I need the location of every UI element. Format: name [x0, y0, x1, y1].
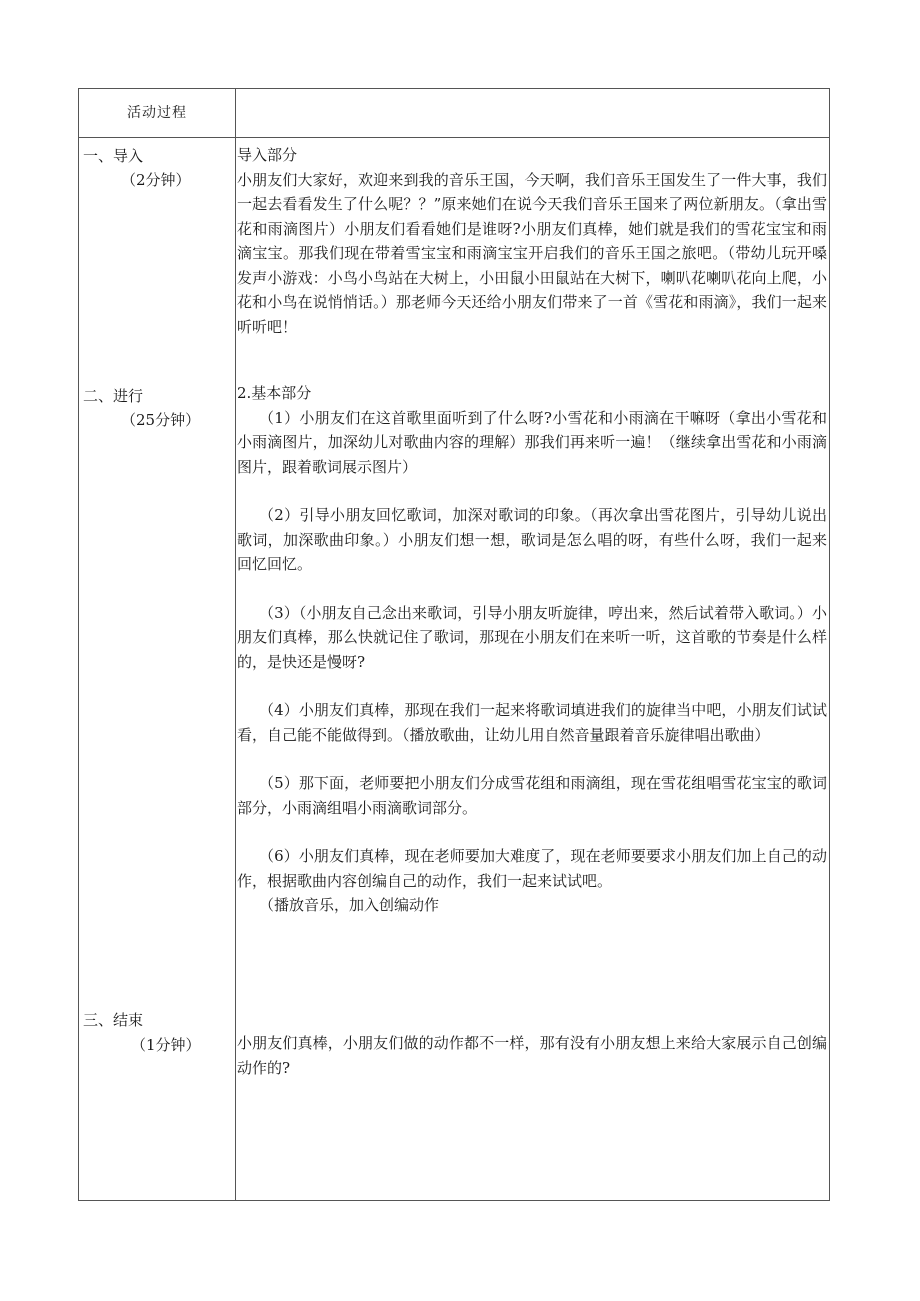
section-2-label: 二、进行	[83, 387, 144, 405]
step-6: （6）小朋友们真棒，现在老师要加大难度了，现在老师要要求小朋友们加上自己的动作，根据歌曲内容创编自己的动作，我们一起来试试吧。	[237, 847, 827, 890]
section-1-label: 一、导入	[83, 147, 144, 165]
section-1-content	[237, 143, 827, 339]
section-2-title: 2.基本部分	[237, 384, 312, 402]
step-5: （5）那下面，老师要把小朋友们分成雪花组和雨滴组，现在雪花组唱雪花宝宝的歌词部分，小雨滴组唱小雨滴歌词部分。	[237, 774, 827, 817]
section-3-content	[237, 1031, 827, 1080]
step-6-note: （播放音乐，加入创编动作	[259, 896, 440, 914]
activity-table	[78, 88, 830, 1201]
section-3-duration: （1分钟）	[131, 1036, 201, 1054]
step-3: （3）（小朋友自己念出来歌词，引导小朋友听旋律，哼出来，然后试着带入歌词。）小朋友们真棒，那么快就记住了歌词，那现在小朋友们在来听一听，这首歌的节奏是什么样的，是快还是慢呀?	[237, 603, 827, 671]
step-1: （1）小朋友们在这首歌里面听到了什么呀?小雪花和小雨滴在干嘛呀（拿出小雪花和小雨滴图片，加深幼儿对歌曲内容的理解）那我们再来听一遍！（继续拿出雪花和小雨滴图片，跟着歌词展示图片）	[237, 408, 827, 476]
header-divider	[79, 137, 829, 138]
step-4: （4）小朋友们真棒，那现在我们一起来将歌词填进我们的旋律当中吧，小朋友们试试看，自己能不能做得到。（播放歌曲，让幼儿用自然音量跟着音乐旋律唱出歌曲）	[237, 701, 827, 744]
column-divider	[235, 89, 236, 1200]
table-header: 活动过程	[127, 105, 187, 121]
section-2-duration: （25分钟）	[121, 411, 201, 429]
section-3-paragraph: 小朋友们真棒，小朋友们做的动作都不一样，那有没有小朋友想上来给大家展示自己创编动作的?	[237, 1034, 827, 1077]
step-2: （2）引导小朋友回忆歌词，加深对歌词的印象。（再次拿出雪花图片，引导幼儿说出歌词，加深歌曲印象。）小朋友们想一想，歌词是怎么唱的呀，有些什么呀，我们一起来回忆回忆。	[237, 506, 827, 573]
section-2-content	[237, 381, 827, 918]
section-1-title: 导入部分	[237, 146, 298, 164]
section-1-duration: （2分钟）	[121, 171, 191, 189]
section-3-label: 三、结束	[83, 1011, 144, 1029]
section-1-paragraph: 小朋友们大家好，欢迎来到我的音乐王国，今天啊，我们音乐王国发生了一件大事，我们一起去看看发生了什么呢？？”原来她们在说今天我们音乐王国来了两位新朋友。（拿出雪花和雨滴图片）小朋友们看看她们是谁呀?小朋友们真棒，她们就是我们的雪花宝宝和雨滴宝宝。那我们现在带着雪宝宝和雨滴宝宝开启我们的音乐王国之旅吧。（带幼儿玩开嗓发声小游戏：小鸟小鸟站在大树上，小田鼠小田鼠站在大树下，喇叭花喇叭花向上爬，小花和小鸟在说悄悄话。）那老师今天还给小朋友们带来了一首《雪花和雨滴》，我们一起来听听吧！	[237, 170, 827, 336]
